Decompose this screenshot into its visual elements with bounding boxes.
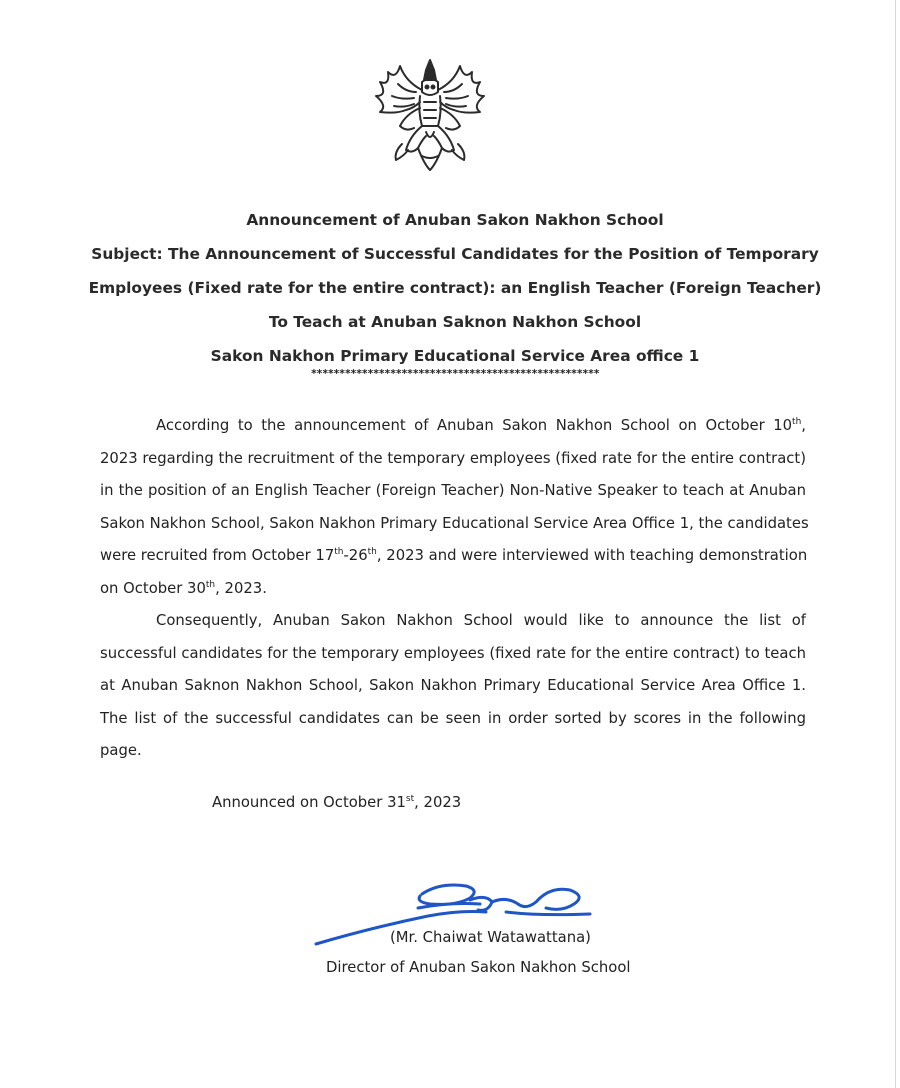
paragraph-1-line: According to the announcement of Anuban Sakon Nakhon School on October 10th,	[156, 417, 806, 434]
subject-line-3: To Teach at Anuban Saknon Nakhon School	[268, 313, 642, 331]
signatory-name: (Mr. Chaiwat Watawattana)	[390, 929, 591, 946]
announcement-title: Announcement of Anuban Sakon Nakhon School	[246, 211, 664, 229]
paragraph-2-line: successful candidates for the temporary employees (fixed rate for the entire contract) to teach	[100, 644, 806, 662]
garuda-emblem-icon	[366, 52, 494, 180]
paragraph-1-line: in the position of an English Teacher (Foreign Teacher) Non-Native Speaker to teach at Anuban	[100, 482, 806, 499]
paragraph-1-line: on October 30th, 2023.	[100, 579, 267, 597]
paragraph-1-line: Sakon Nakhon School, Sakon Nakhon Primary Educational Service Area Office 1, the candidates	[100, 514, 809, 532]
separator-stars: ***************************************************	[310, 368, 600, 380]
paragraph-1-line: 2023 regarding the recruitment of the temporary employees (fixed rate for the entire contract)	[100, 449, 806, 467]
subject-line-4: Sakon Nakhon Primary Educational Service Area office 1	[210, 347, 700, 365]
paragraph-2-line: page.	[100, 742, 142, 759]
page-edge	[895, 0, 896, 1088]
paragraph-2-line: at Anuban Saknon Nakhon School, Sakon Nakhon Primary Educational Service Area Office 1.	[100, 677, 806, 694]
paragraph-2-line: Consequently, Anuban Sakon Nakhon School would like to announce the list of	[156, 612, 806, 629]
paragraph-2-line: The list of the successful candidates can be seen in order sorted by scores in the following	[100, 709, 806, 727]
signatory-title: Director of Anuban Sakon Nakhon School	[326, 959, 631, 976]
subject-line-1: Subject: The Announcement of Successful Candidates for the Position of Temporary	[91, 245, 819, 263]
paragraph-1	[100, 410, 809, 605]
subject-line-2: Employees (Fixed rate for the entire contract): an English Teacher (Foreign Teacher)	[88, 279, 822, 297]
paragraph-1-line: were recruited from October 17th-26th, 2023 and were interviewed with teaching demonstration	[100, 547, 808, 564]
paragraph-2	[100, 605, 806, 768]
announced-date: Announced on October 31st, 2023	[212, 794, 462, 811]
